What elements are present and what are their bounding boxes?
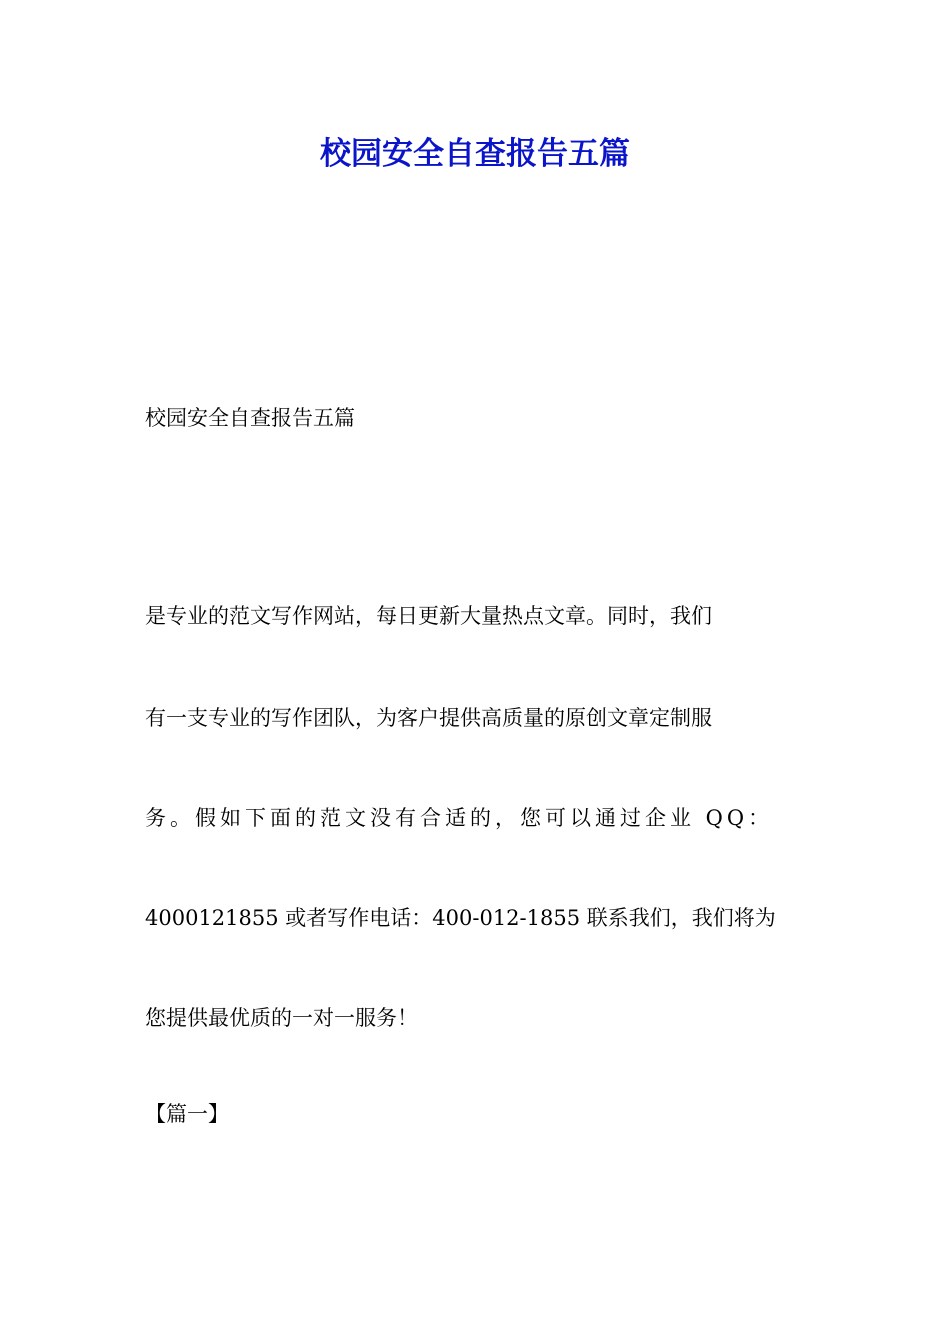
document-subtitle: 校园安全自查报告五篇 bbox=[145, 406, 355, 430]
intro-line: 有一支专业的写作团队，为客户提供高质量的原创文章定制服 bbox=[145, 706, 712, 730]
intro-line: 务。假如下面的范文没有合适的，您可以通过企业 QQ： bbox=[145, 806, 774, 830]
intro-line: 是专业的范文写作网站，每日更新大量热点文章。同时，我们 bbox=[145, 604, 712, 628]
intro-line: 您提供最优质的一对一服务！ bbox=[145, 1006, 418, 1030]
section-heading: 【篇一】 bbox=[145, 1102, 229, 1126]
intro-line: 4000121855 或者写作电话：400-012-1855 联系我们，我们将为 bbox=[145, 906, 776, 930]
page-title: 校园安全自查报告五篇 bbox=[320, 136, 630, 172]
